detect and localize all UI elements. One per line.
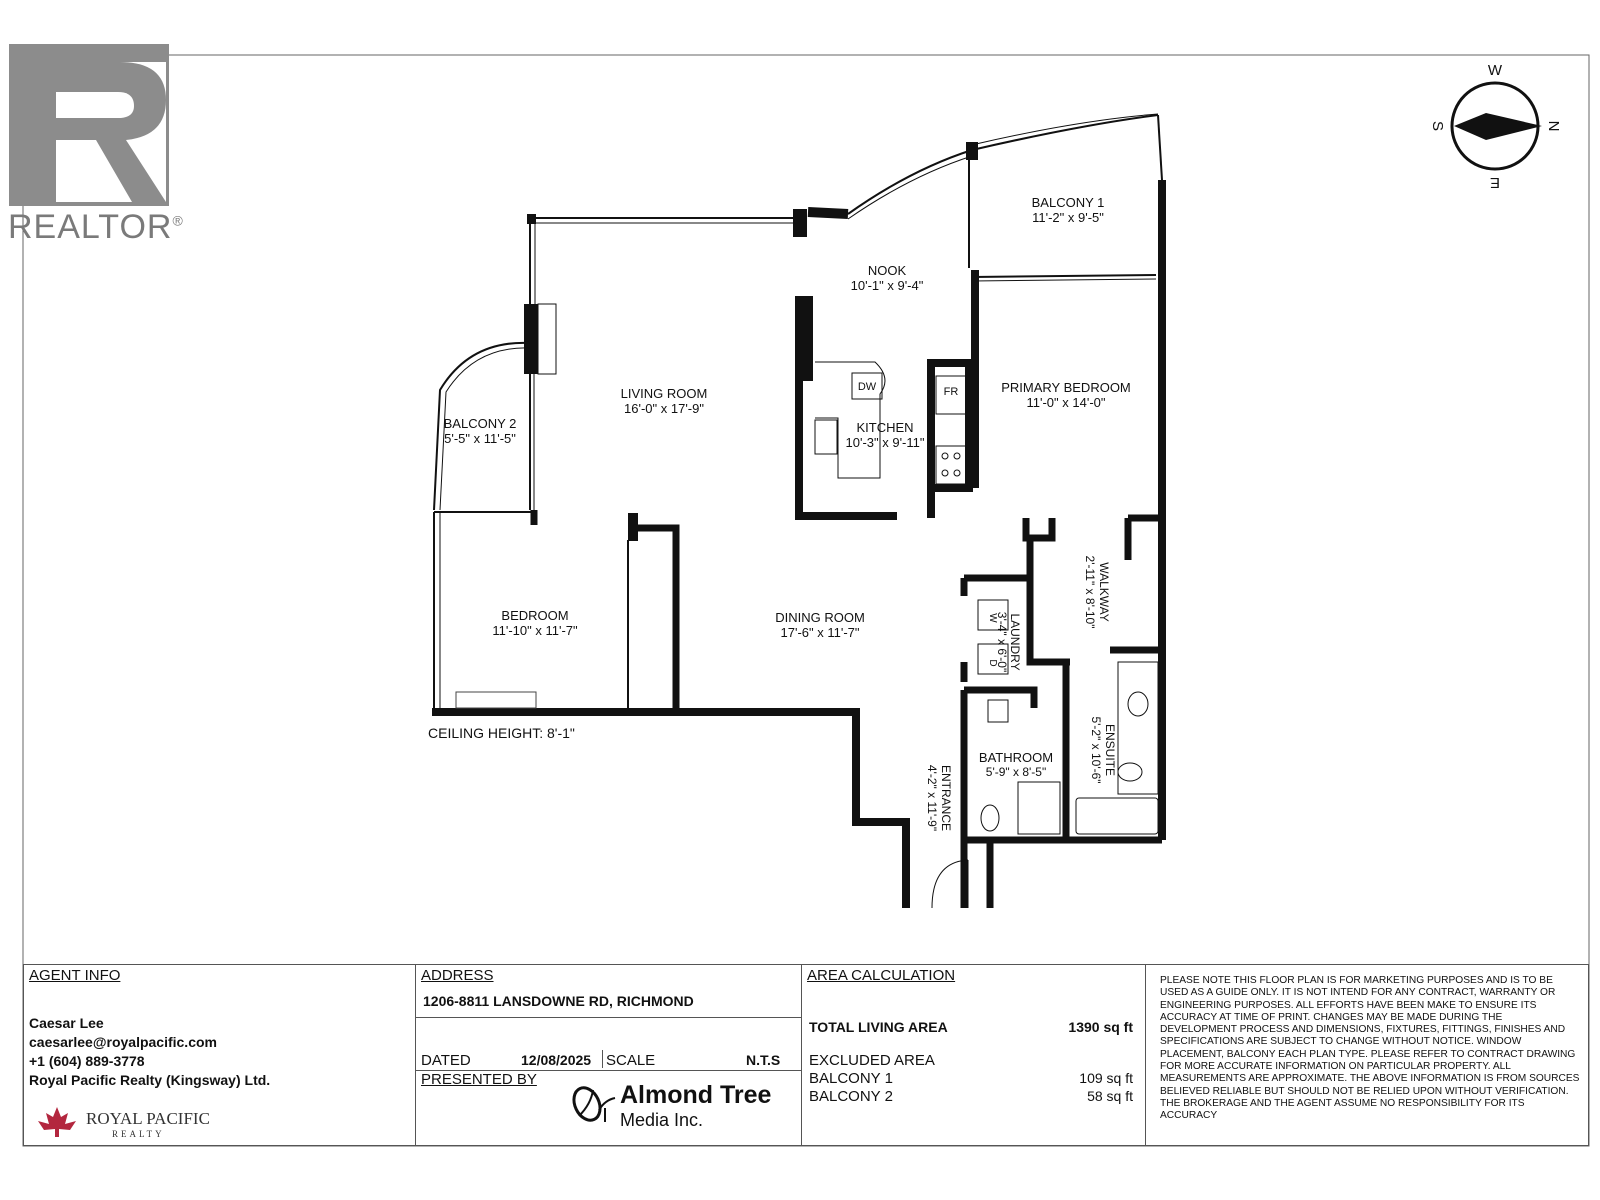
dims-balcony1: 11'-2" x 9'-5": [1032, 210, 1104, 225]
label-bathroom: BATHROOM: [978, 750, 1054, 765]
label-walkway: WALKWAY: [1097, 562, 1111, 622]
dims-entrance: 4'-2" x 11'-9": [925, 764, 939, 832]
label-balcony1: BALCONY 1: [1031, 195, 1105, 210]
label-nook: NOOK: [867, 263, 907, 278]
compass-e: E: [1489, 174, 1501, 191]
label-entrance: ENTRANCE: [939, 764, 953, 832]
dims-nook: 10'-1" x 9'-4": [850, 278, 924, 293]
label-laundry: LAUNDRY: [1008, 613, 1022, 671]
dims-kitchen: 10'-3" x 9'-11": [845, 435, 925, 450]
excluded-label: EXCLUDED AREA: [809, 1052, 935, 1069]
dated-value: 12/08/2025: [521, 1052, 592, 1068]
compass-n: N: [1545, 120, 1562, 132]
agent-heading: AGENT INFO: [29, 967, 121, 984]
plan-walls: [432, 114, 1162, 908]
dims-bedroom: 11'-10" x 11'-7": [492, 623, 578, 638]
label-dw: DW: [857, 381, 877, 393]
scale-label: SCALE: [606, 1052, 656, 1069]
maple-leaf-icon: [34, 1105, 80, 1139]
dims-primary: 11'-0" x 14'-0": [1026, 395, 1106, 410]
label-dining: DINING ROOM: [775, 610, 865, 625]
agent-info-panel: [24, 965, 416, 1145]
label-w: W: [987, 613, 998, 623]
scale-value: N.T.S: [746, 1052, 781, 1068]
address-value: 1206-8811 LANSDOWNE RD, RICHMOND: [423, 993, 694, 1009]
label-living: LIVING ROOM: [620, 386, 708, 401]
address-divider: [416, 1017, 801, 1018]
realtor-wordmark: REALTOR®: [8, 208, 184, 246]
dims-walkway: 2'-11" x 8'-10": [1083, 555, 1097, 629]
disclaimer-text: PLEASE NOTE THIS FLOOR PLAN IS FOR MARKETING PURPOSES AND IS TO BE USED AS A GUIDE ONLY. IT IS NOT INTEND FOR ANY CONTRACT, WARRANTY OR ENGINEERING PURPOSES. ALL EFFORTS HAVE BEEN MAKE TO ENSURE ITS ACCURACY AT TIME OF PRINT. CHANGES MAY BE MADE DURING THE DEVELOPMENT PROCESS AND DIMENSIONS, FIXTURES, FITTINGS, FINISHES AND SPECIFICATIONS ARE SUBJECT TO CHANGE WITHOUT NOTICE. WINDOW PLACEMENT, BALCONY EACH PLAN TYPE. PLEASE REFER TO CONTRACT DRAWING FOR MORE ACCURATE INFORMATION ON PARTICULAR PROPERTY. ALL MEASUREMENTS ARE APPROXIMATE. THE ABOVE INFORMATION IS FROM SOURCES BELIEVED RELIABLE BUT SHOULD NOT BE RELIED UPON WITHOUT VERIFICATION. THE BROKERAGE AND THE AGENT ASSUME NO RESPONSIBILITY FOR ITS ACCURACY: [1160, 975, 1580, 1122]
balcony2-area-label: BALCONY 2: [809, 1088, 893, 1105]
ceiling-height: CEILING HEIGHT: 8'-1": [428, 725, 575, 741]
dims-ensuite: 5'-2" x 10'-6": [1089, 716, 1103, 784]
scale-divider: [602, 1050, 603, 1068]
label-balcony2: BALCONY 2: [443, 416, 517, 431]
address-heading: ADDRESS: [421, 967, 494, 984]
dims-laundry: 3'-4" x 6'-0": [995, 611, 1009, 673]
brand-royal-pacific: ROYAL PACIFIC: [86, 1109, 210, 1128]
area-panel: [802, 965, 1146, 1145]
presented-label: PRESENTED BY: [421, 1071, 537, 1088]
brand-realty: REALTY: [112, 1129, 165, 1139]
dims-bathroom: 5'-9" x 8'-5": [985, 765, 1047, 779]
title-block: [23, 964, 1589, 1146]
label-primary: PRIMARY BEDROOM: [1001, 380, 1131, 395]
total-label: TOTAL LIVING AREA: [809, 1019, 948, 1035]
compass-w: W: [1487, 62, 1503, 79]
agent-phone[interactable]: +1 (604) 889-3778: [29, 1053, 145, 1069]
total-value: 1390 sq ft: [1068, 1019, 1133, 1035]
compass-icon: [1429, 62, 1562, 191]
balcony1-area-label: BALCONY 1: [809, 1070, 893, 1087]
label-fr: FR: [943, 386, 959, 398]
agent-name: Caesar Lee: [29, 1015, 104, 1031]
disclaimer-panel: [1146, 965, 1588, 1145]
label-kitchen: KITCHEN: [856, 420, 914, 435]
balcony2-area-value: 58 sq ft: [1087, 1088, 1133, 1104]
almond-icon: [569, 1082, 617, 1128]
compass-s: S: [1429, 120, 1446, 132]
label-ensuite: ENSUITE: [1103, 723, 1117, 777]
dims-balcony2: 5'-5" x 11'-5": [444, 431, 516, 446]
agent-email[interactable]: caesarlee@royalpacific.com: [29, 1034, 217, 1050]
balcony1-area-value: 109 sq ft: [1079, 1070, 1133, 1086]
dims-dining: 17'-6" x 11'-7": [780, 625, 860, 640]
agent-company: Royal Pacific Realty (Kingsway) Ltd.: [29, 1072, 271, 1088]
address-panel: [416, 965, 802, 1145]
realtor-logo: [9, 44, 169, 206]
dims-living: 16'-0" x 17'-9": [624, 401, 704, 416]
presenter-name: Almond Tree: [620, 1081, 772, 1109]
dated-label: DATED: [421, 1052, 471, 1069]
presenter-subname: Media Inc.: [620, 1110, 704, 1130]
label-bedroom: BEDROOM: [501, 608, 569, 623]
label-d: D: [987, 659, 998, 667]
area-heading: AREA CALCULATION: [807, 967, 956, 984]
